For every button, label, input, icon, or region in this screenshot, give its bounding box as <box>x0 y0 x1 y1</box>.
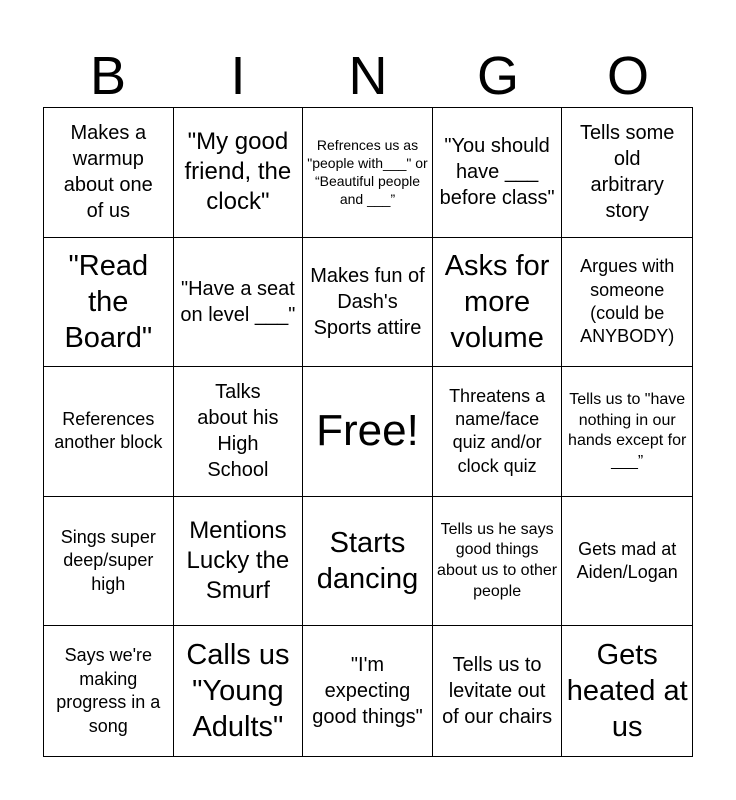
bingo-cell[interactable] <box>44 367 174 497</box>
cell-text: Asks for more volume <box>444 249 550 355</box>
bingo-cell[interactable] <box>433 238 563 368</box>
bingo-cell[interactable] <box>433 108 563 238</box>
cell-text: Tells some old arbitrary story <box>579 122 675 223</box>
bingo-cell[interactable] <box>433 626 563 756</box>
bingo-cell[interactable] <box>44 108 174 238</box>
header-letter-i: I <box>230 46 246 106</box>
bingo-cell[interactable] <box>174 626 304 756</box>
bingo-cell[interactable] <box>303 626 433 756</box>
free-space[interactable] <box>303 367 433 497</box>
bingo-cell[interactable] <box>303 108 433 238</box>
cell-text: Talks about his High School <box>197 381 279 482</box>
cell-text: "You should have ___ before class" <box>439 135 555 210</box>
cell-text: Makes a warmup about one of us <box>63 122 153 223</box>
bingo-cell[interactable] <box>433 367 563 497</box>
header-letter-n: N <box>348 46 388 106</box>
cell-text: "Have a seat on level ___" <box>180 277 296 326</box>
bingo-cell[interactable] <box>44 238 174 368</box>
cell-text: Says we're making progress in a song <box>56 645 161 736</box>
cell-text: Sings super deep/super high <box>60 527 156 594</box>
header-letter-o: O <box>606 46 649 106</box>
cell-text: Makes fun of Dash's Sports attire <box>310 264 425 339</box>
cell-text: Gets mad at Aiden/Logan <box>576 538 678 583</box>
bingo-header <box>43 44 693 108</box>
bingo-cell[interactable] <box>562 626 692 756</box>
bingo-cell[interactable] <box>174 238 304 368</box>
bingo-cell[interactable] <box>174 367 304 497</box>
bingo-cell[interactable] <box>44 626 174 756</box>
cell-text: Refrences us as "people with___" or “Beautiful people and ___” <box>307 136 428 208</box>
cell-text: Calls us "Young Adults" <box>186 638 290 744</box>
cell-text: Tells us to "have nothing in our hands except for ___” <box>568 390 687 471</box>
bingo-cell[interactable] <box>174 108 304 238</box>
bingo-cell[interactable] <box>562 497 692 627</box>
cell-text: "Read the Board" <box>64 249 153 355</box>
bingo-cell[interactable] <box>174 497 304 627</box>
cell-text: Mentions Lucky the Smurf <box>186 517 290 605</box>
bingo-cell[interactable] <box>562 238 692 368</box>
cell-text: "My good friend, the clock" <box>184 128 292 216</box>
cell-text: References another block <box>54 409 163 453</box>
cell-text: Gets heated at us <box>566 638 688 744</box>
bingo-cell[interactable] <box>433 497 563 627</box>
cell-text: Free! <box>316 406 419 456</box>
header-letter-b: B <box>89 46 127 106</box>
cell-text: Tells us to levitate out of our chairs <box>442 654 553 729</box>
bingo-cell[interactable] <box>44 497 174 627</box>
bingo-board <box>43 107 693 757</box>
bingo-cell[interactable] <box>303 238 433 368</box>
bingo-cell[interactable] <box>303 497 433 627</box>
bingo-cell[interactable] <box>562 367 692 497</box>
cell-text: Starts dancing <box>316 526 419 596</box>
cell-text: Tells us he says good things about us to other people <box>437 520 558 600</box>
header-letter-g: G <box>476 46 519 106</box>
cell-text: Threatens a name/face quiz and/or clock quiz <box>449 385 546 476</box>
cell-text: Argues with someone (could be ANYBODY) <box>580 256 675 347</box>
cell-text: "I'm expecting good things" <box>312 654 423 729</box>
bingo-cell[interactable] <box>562 108 692 238</box>
